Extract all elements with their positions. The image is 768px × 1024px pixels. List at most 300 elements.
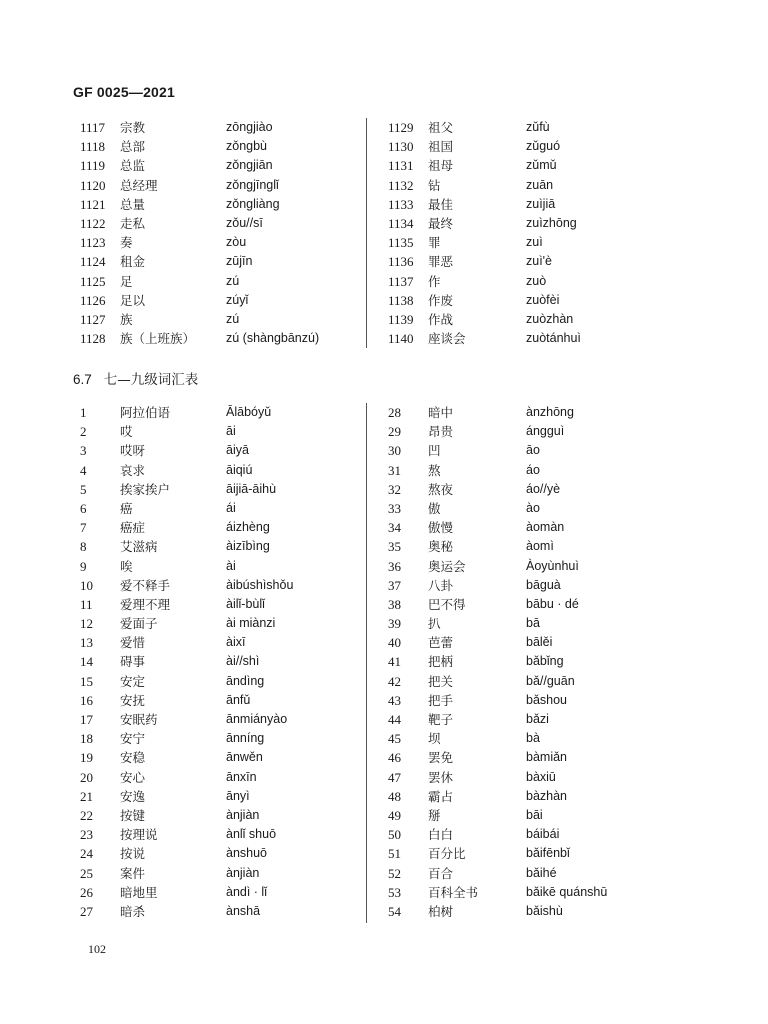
entry-number: 20 (80, 769, 93, 785)
entry-number: 1126 (80, 292, 106, 308)
entry-number: 34 (388, 520, 401, 536)
vocab-row (388, 691, 620, 710)
entry-number: 37 (388, 577, 401, 593)
vocab-row (80, 499, 360, 518)
vocab-row (80, 441, 360, 460)
entry-word: 爱面子 (120, 616, 158, 632)
entry-word: 爱惜 (120, 635, 146, 651)
entry-number: 14 (80, 654, 93, 670)
entry-number: 28 (388, 405, 401, 420)
vocab-row (80, 883, 360, 902)
vocab-row (388, 576, 620, 595)
entry-pinyin: zuì'è (526, 254, 553, 269)
entry-pinyin: āndìng (226, 673, 265, 688)
section-heading (73, 368, 198, 388)
entry-number: 40 (388, 635, 401, 651)
entry-word: 安心 (120, 769, 146, 785)
vocab-row (80, 844, 360, 863)
vocab-row (80, 652, 360, 671)
entry-pinyin: bāi (526, 807, 543, 822)
entry-pinyin: ānwěn (226, 750, 263, 765)
entry-number: 8 (80, 539, 87, 555)
entry-number: 1121 (80, 196, 106, 212)
entry-number: 17 (80, 712, 93, 727)
entry-word: 把柄 (428, 654, 454, 670)
entry-word: 八卦 (428, 577, 454, 593)
vocab-row (388, 710, 620, 729)
entry-number: 53 (388, 884, 401, 900)
entry-number: 23 (80, 827, 93, 843)
entry-number: 54 (388, 903, 401, 919)
vocab-row (388, 480, 620, 499)
entry-number: 22 (80, 807, 93, 823)
entry-number: 2 (80, 424, 87, 440)
entry-word: 最终 (428, 215, 454, 231)
entry-number: 1128 (80, 331, 106, 347)
entry-number: 36 (388, 558, 401, 574)
entry-number: 1123 (80, 235, 106, 251)
entry-word: 奥运会 (428, 558, 466, 574)
entry-word: 百科全书 (428, 884, 479, 900)
entry-word: 安宁 (120, 731, 146, 747)
entry-number: 1139 (388, 311, 414, 327)
entry-number: 32 (388, 481, 401, 497)
entry-pinyin: zuòzhàn (526, 311, 574, 326)
entry-pinyin: zǒngbù (226, 139, 268, 154)
entry-word: 按键 (120, 807, 146, 823)
vocab-row (80, 272, 360, 291)
entry-number: 19 (80, 750, 93, 766)
entry-pinyin: zú (226, 273, 240, 288)
entry-pinyin: zòu (226, 235, 247, 250)
entry-number: 35 (388, 539, 401, 555)
entry-number: 50 (388, 827, 401, 843)
entry-number: 1138 (388, 292, 414, 308)
entry-word: 走私 (120, 215, 146, 231)
entry-word: 挨家挨户 (120, 481, 171, 497)
entry-word: 癌 (120, 500, 133, 516)
entry-pinyin: zuìzhōng (526, 215, 577, 230)
entry-pinyin: zǔfù (526, 120, 550, 134)
entry-number: 6 (80, 500, 87, 516)
vocab-column-left (80, 118, 360, 348)
entry-word: 靶子 (428, 712, 454, 727)
entry-number: 1127 (80, 311, 106, 327)
vocab-row (80, 214, 360, 233)
entry-word: 奥秘 (428, 539, 454, 555)
entry-number: 15 (80, 673, 93, 689)
vocab-row (388, 291, 620, 310)
entry-pinyin: bǎbǐng (526, 654, 564, 669)
entry-pinyin: Àoyùnhuì (526, 558, 579, 573)
entry-number: 9 (80, 558, 87, 574)
entry-pinyin: ài miànzi (226, 616, 276, 631)
entry-pinyin: zōngjiào (226, 120, 273, 134)
entry-pinyin: bàxiū (526, 769, 556, 784)
entry-pinyin: ái (226, 500, 236, 515)
entry-number: 42 (388, 673, 401, 689)
vocab-row (388, 614, 620, 633)
entry-word: 霸占 (428, 788, 454, 804)
vocab-row (80, 195, 360, 214)
vocab-row (388, 252, 620, 271)
entry-word: 暗中 (428, 405, 454, 420)
vocab-row (388, 825, 620, 844)
entry-word: 熬夜 (428, 481, 454, 497)
entry-pinyin: àndì · lǐ (226, 884, 267, 899)
entry-word: 安定 (120, 673, 146, 689)
entry-word: 租金 (120, 254, 146, 270)
entry-word: 爱理不理 (120, 596, 171, 612)
entry-pinyin: àilǐ-bùlǐ (226, 596, 265, 611)
vocab-row (388, 310, 620, 329)
vocab-row (388, 844, 620, 863)
vocab-row (388, 441, 620, 460)
entry-number: 26 (80, 884, 93, 900)
entry-word: 作 (428, 273, 441, 289)
entry-pinyin: zú (226, 311, 240, 326)
entry-number: 12 (80, 616, 93, 632)
entry-word: 掰 (428, 807, 441, 823)
entry-pinyin: āi (226, 424, 236, 439)
entry-word: 最佳 (428, 196, 454, 212)
entry-number: 44 (388, 712, 401, 727)
entry-pinyin: ànshuō (226, 846, 268, 861)
entry-number: 1124 (80, 254, 106, 270)
entry-number: 49 (388, 807, 401, 823)
vocab-row (80, 864, 360, 883)
vocab-row (388, 537, 620, 556)
entry-word: 按理说 (120, 827, 158, 843)
entry-word: 案件 (120, 865, 146, 881)
entry-number: 45 (388, 731, 401, 747)
vocab-row (80, 710, 360, 729)
entry-number: 1137 (388, 273, 414, 289)
entry-number: 51 (388, 846, 401, 862)
entry-pinyin: zuān (526, 177, 554, 192)
entry-word: 芭蕾 (428, 635, 454, 651)
vocab-row (388, 633, 620, 652)
entry-number: 31 (388, 462, 401, 478)
entry-pinyin: bà (526, 731, 540, 746)
vocab-row (80, 768, 360, 787)
entry-pinyin: zǒu//sī (226, 215, 263, 230)
entry-word: 百合 (428, 865, 454, 881)
entry-number: 1129 (388, 120, 414, 135)
entry-number: 30 (388, 443, 401, 459)
entry-number: 1133 (388, 196, 414, 212)
entry-pinyin: āiqiú (226, 462, 253, 477)
vocab-row (80, 787, 360, 806)
vocab-row (388, 806, 620, 825)
vocab-column-right (388, 403, 620, 921)
entry-pinyin: ángguì (526, 424, 565, 439)
vocab-row (80, 902, 360, 921)
entry-number: 1118 (80, 139, 106, 155)
entry-pinyin: ānmiányào (226, 712, 288, 726)
entry-number: 1136 (388, 254, 414, 270)
vocab-row (80, 118, 360, 137)
entry-pinyin: áo (526, 462, 540, 477)
entry-word: 百分比 (428, 846, 466, 862)
entry-word: 把关 (428, 673, 454, 689)
vocab-row (388, 557, 620, 576)
vocab-row (388, 883, 620, 902)
entry-pinyin: bǎshou (526, 692, 568, 707)
entry-number: 38 (388, 596, 401, 612)
entry-pinyin: ànjiàn (226, 865, 260, 880)
vocab-row (388, 729, 620, 748)
entry-word: 祖母 (428, 158, 454, 174)
vocab-row (80, 252, 360, 271)
entry-number: 41 (388, 654, 401, 670)
entry-number: 10 (80, 577, 93, 593)
entry-pinyin: bǎzi (526, 712, 549, 726)
entry-pinyin: bābu · dé (526, 596, 579, 611)
entry-word: 作战 (428, 311, 454, 327)
vocab-row (388, 118, 620, 137)
entry-pinyin: zǔmǔ (526, 158, 557, 173)
entry-number: 13 (80, 635, 93, 651)
entry-pinyin: zuò (526, 273, 547, 288)
entry-number: 21 (80, 788, 93, 804)
vocab-row (80, 461, 360, 480)
entry-word: 暗地里 (120, 884, 158, 900)
vocab-row (388, 864, 620, 883)
vocab-column-left (80, 403, 360, 921)
entry-number: 1 (80, 405, 87, 420)
vocab-row (388, 902, 620, 921)
vocab-row (388, 233, 620, 252)
vocab-row (80, 518, 360, 537)
column-divider (366, 403, 367, 923)
entry-number: 1130 (388, 139, 414, 155)
entry-number: 46 (388, 750, 401, 766)
entry-word: 熬 (428, 462, 441, 478)
entry-pinyin: ànlǐ shuō (226, 827, 277, 842)
entry-word: 座谈会 (428, 331, 466, 347)
entry-word: 族 (120, 311, 133, 327)
entry-number: 52 (388, 865, 401, 881)
entry-number: 43 (388, 692, 401, 708)
vocab-row (80, 729, 360, 748)
vocab-row (388, 787, 620, 806)
entry-number: 1131 (388, 158, 414, 174)
entry-word: 哀求 (120, 462, 146, 478)
vocab-row (80, 691, 360, 710)
entry-word: 安抚 (120, 692, 146, 708)
vocab-row (80, 557, 360, 576)
entry-word: 阿拉伯语 (120, 405, 171, 420)
entry-word: 暗杀 (120, 903, 146, 919)
entry-number: 1135 (388, 235, 414, 251)
entry-pinyin: āijiā-āihù (226, 481, 277, 496)
entry-word: 总量 (120, 196, 146, 212)
section-number: 6.7 (73, 372, 92, 387)
vocab-row (80, 825, 360, 844)
entry-word: 按说 (120, 846, 146, 862)
entry-word: 罢休 (428, 769, 454, 785)
entry-pinyin: bālěi (526, 635, 553, 650)
vocab-row (80, 595, 360, 614)
entry-pinyin: ànjiàn (226, 807, 260, 822)
entry-pinyin: bàmiǎn (526, 750, 567, 765)
vocab-row (388, 652, 620, 671)
entry-pinyin: bǎihé (526, 865, 557, 880)
entry-pinyin: Ālābóyǔ (226, 405, 272, 419)
entry-pinyin: bǎ//guān (526, 673, 575, 688)
vocab-row (388, 672, 620, 691)
entry-number: 27 (80, 903, 93, 919)
entry-word: 哎 (120, 424, 133, 440)
entry-pinyin: bàzhàn (526, 788, 568, 803)
vocab-row (80, 633, 360, 652)
vocab-row (388, 499, 620, 518)
entry-word: 坝 (428, 731, 441, 747)
entry-number: 47 (388, 769, 401, 785)
entry-word: 艾滋病 (120, 539, 158, 555)
entry-word: 碍事 (120, 654, 146, 670)
entry-number: 1140 (388, 331, 414, 347)
entry-pinyin: báibái (526, 827, 560, 842)
vocab-row (80, 291, 360, 310)
entry-number: 5 (80, 481, 87, 497)
vocab-row (388, 748, 620, 767)
vocab-column-right (388, 118, 620, 348)
entry-word: 罢免 (428, 750, 454, 766)
entry-word: 总经理 (120, 177, 158, 193)
entry-pinyin: bǎikē quánshū (526, 884, 608, 899)
entry-word: 宗教 (120, 120, 146, 135)
entry-pinyin: àibúshìshǒu (226, 577, 294, 592)
entry-pinyin: ài//shì (226, 654, 260, 669)
vocab-row (80, 614, 360, 633)
entry-word: 总监 (120, 158, 146, 174)
vocab-row (80, 233, 360, 252)
entry-pinyin: zǒngliàng (226, 196, 280, 211)
entry-pinyin: zǒngjīnglǐ (226, 177, 279, 192)
vocab-row (80, 403, 360, 422)
entry-word: 罪恶 (428, 254, 454, 270)
entry-pinyin: àomì (526, 539, 554, 554)
entry-number: 1122 (80, 215, 106, 231)
vocab-row (388, 214, 620, 233)
vocab-row (80, 806, 360, 825)
vocab-row (388, 595, 620, 614)
entry-number: 11 (80, 596, 93, 612)
entry-word: 安逸 (120, 788, 146, 804)
entry-pinyin: àomàn (526, 520, 565, 535)
vocab-row (80, 422, 360, 441)
entry-pinyin: ānfǔ (226, 692, 251, 707)
entry-pinyin: zuòtánhuì (526, 331, 581, 346)
vocab-row (388, 422, 620, 441)
entry-pinyin: bǎifēnbǐ (526, 846, 570, 861)
entry-number: 25 (80, 865, 93, 881)
entry-number: 7 (80, 520, 87, 536)
vocab-row (388, 329, 620, 348)
entry-number: 39 (388, 616, 401, 632)
vocab-row (80, 176, 360, 195)
entry-word: 祖父 (428, 120, 454, 135)
entry-number: 1119 (80, 158, 106, 174)
column-divider (366, 118, 367, 348)
entry-word: 作废 (428, 292, 454, 308)
entry-pinyin: ānxīn (226, 769, 257, 784)
vocab-row (80, 672, 360, 691)
entry-pinyin: ānyì (226, 788, 250, 803)
entry-number: 3 (80, 443, 87, 459)
section-title: 七—九级词汇表 (103, 372, 199, 388)
entry-word: 把手 (428, 692, 454, 708)
entry-pinyin: ànshā (226, 903, 261, 918)
entry-word: 安稳 (120, 750, 146, 766)
entry-number: 29 (388, 424, 401, 440)
vocab-row (80, 576, 360, 595)
entry-pinyin: āo (526, 443, 540, 458)
entry-pinyin: áo//yè (526, 481, 561, 496)
entry-number: 1132 (388, 177, 414, 193)
entry-pinyin: zúyǐ (226, 292, 249, 307)
entry-number: 48 (388, 788, 401, 804)
entry-pinyin: bǎishù (526, 903, 563, 918)
vocab-row (388, 768, 620, 787)
entry-pinyin: zǒngjiān (226, 158, 273, 173)
vocab-row (80, 310, 360, 329)
entry-pinyin: àizībìng (226, 539, 270, 554)
document-code: GF 0025—2021 (73, 84, 176, 100)
entry-number: 1134 (388, 215, 414, 231)
entry-number: 16 (80, 692, 93, 708)
entry-word: 哎呀 (120, 443, 146, 459)
entry-word: 足 (120, 273, 133, 289)
entry-word: 傲慢 (428, 520, 454, 536)
entry-pinyin: bāguà (526, 577, 561, 592)
entry-pinyin: zǔguó (526, 139, 561, 154)
vocab-row (80, 537, 360, 556)
entry-pinyin: àixī (226, 635, 246, 650)
entry-pinyin: ànzhōng (526, 405, 574, 419)
entry-pinyin: āiyā (226, 443, 249, 458)
entry-word: 族（上班族） (120, 331, 196, 347)
vocab-row (388, 176, 620, 195)
entry-word: 凹 (428, 443, 441, 459)
vocab-row (80, 748, 360, 767)
entry-word: 奏 (120, 235, 133, 251)
entry-word: 爱不释手 (120, 577, 171, 593)
vocab-row (388, 272, 620, 291)
page-number: 102 (88, 942, 106, 956)
entry-pinyin: zú (shàngbānzú) (226, 331, 320, 346)
entry-word: 扒 (428, 616, 441, 632)
entry-number: 24 (80, 846, 93, 862)
entry-pinyin: zuòfèi (526, 292, 560, 307)
vocab-row (388, 518, 620, 537)
entry-word: 柏树 (428, 903, 454, 919)
entry-number: 1117 (80, 120, 106, 135)
entry-number: 33 (388, 500, 401, 516)
vocab-row (80, 156, 360, 175)
entry-word: 足以 (120, 292, 146, 308)
entry-pinyin: ānníng (226, 731, 265, 746)
entry-word: 安眠药 (120, 712, 158, 727)
vocab-row (388, 137, 620, 156)
entry-pinyin: bā (526, 616, 540, 631)
vocab-row (388, 403, 620, 422)
vocab-row (388, 195, 620, 214)
entry-word: 总部 (120, 139, 146, 155)
entry-pinyin: ài (226, 558, 236, 573)
